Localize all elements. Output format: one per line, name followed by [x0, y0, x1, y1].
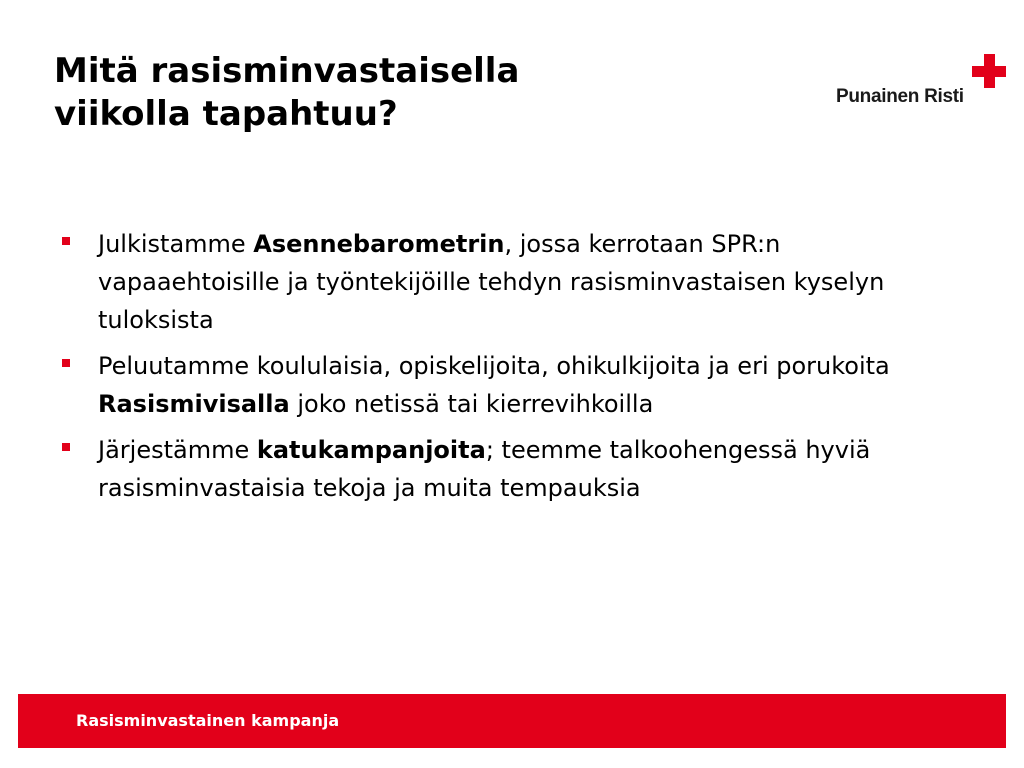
square-bullet-icon — [62, 359, 70, 367]
bullet-text-after: ; teemme talkoohengessä hyviä rasisminvastaisia tekoja ja muita tempauksia — [98, 436, 871, 502]
square-bullet-icon — [62, 237, 70, 245]
bullet-text-before: Järjestämme — [98, 436, 257, 464]
bullet-text-before: Julkistamme — [98, 230, 254, 258]
bullet-text-bold: Asennebarometrin — [253, 230, 505, 258]
bullet-item — [60, 225, 960, 339]
footer-bar — [18, 694, 1006, 748]
bullet-item — [60, 431, 960, 507]
logo-text: Punainen Risti — [836, 86, 964, 107]
bullet-list — [60, 225, 960, 515]
red-cross-icon — [972, 54, 1006, 88]
slide-title-line-2: viikolla tapahtuu? — [54, 94, 398, 134]
slide-title — [54, 50, 754, 136]
bullet-item — [60, 347, 960, 423]
bullet-text-before: Peluutamme koululaisia, opiskelijoita, ohikulkijoita ja eri porukoita — [98, 352, 890, 380]
punainen-risti-logo — [836, 54, 1008, 116]
slide-title-line-1: Mitä rasisminvastaisella — [54, 51, 520, 91]
footer-text: Rasisminvastainen kampanja — [76, 711, 340, 730]
bullet-text-after: , jossa kerrotaan SPR:n vapaaehtoisille ja työntekijöille tehdyn rasisminvastaisen kyselyn tuloksista — [98, 230, 885, 334]
bullet-text-bold: katukampanjoita — [256, 436, 486, 464]
bullet-text-bold: Rasismivisalla — [98, 390, 290, 418]
bullet-text-after: joko netissä tai kierrevihkoilla — [289, 390, 654, 418]
square-bullet-icon — [62, 443, 70, 451]
